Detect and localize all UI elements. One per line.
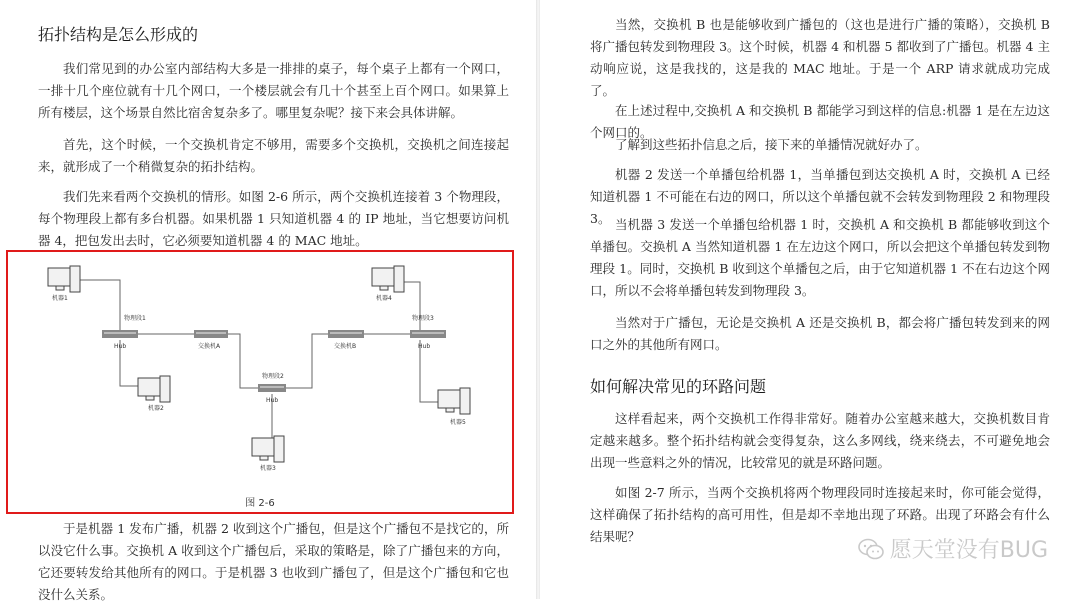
paragraph: 在上述过程中,交换机 A 和交换机 B 都能学习到这样的信息:机器 1 是在左边这个网口的。 (590, 103, 1050, 140)
figure-caption: 图 2-6 (245, 498, 275, 509)
segment3-label: 物理段3 (412, 315, 434, 322)
paragraph: 首先，这个时候，一个交换机肯定不够用，需要多个交换机，交换机之间连接起来，就形成了一个稍微复杂的拓扑结构。 (38, 137, 509, 174)
paragraph: 机器 2 发送一个单播包给机器 1，当单播包到达交换机 A 时，交换机 A 已经知道机器 1 不可能在右边的网口，所以这个单播包就不会转发到物理段 2 和物理段 3。 (590, 167, 1050, 226)
paragraph: 于是机器 1 发布广播，机器 2 收到这个广播包，但是这个广播包不是找它的，所以没它什么事。交换机 A 收到这个广播包后，采取的策略是，除了广播包来的方向，它还要转发给其他所有的网口。于是机器 3 也收到广播包了，但是这个广播包和它也没什么关系。 (38, 521, 509, 602)
paragraph: 了解到这些拓扑信息之后，接下来的单播情况就好办了。 (615, 137, 928, 152)
watermark-text: 愿天堂没有BUG (889, 538, 1048, 563)
right-page (540, 0, 1080, 599)
paragraph: 当然，交换机 B 也是能够收到广播包的（这也是进行广播的策略），交换机 B 将广播包转发到物理段 3。这个时候，机器 4 和机器 5 都收到了广播包。机器 4 主动响应说，这是我找的，这是我的 MAC 地址。于是一个 ARP 请求就成功完成了。 (590, 17, 1050, 98)
watermark (858, 533, 1048, 564)
segment1-label: 物理段1 (124, 315, 146, 322)
machine5-label: 机器5 (450, 419, 466, 426)
machine2-label: 机器2 (148, 405, 164, 412)
paragraph: 当然对于广播包，无论是交换机 A 还是交换机 B，都会将广播包转发到来的网口之外的其他所有网口。 (590, 315, 1050, 352)
paragraph: 如图 2-7 所示，当两个交换机将两个物理段同时连接起来时，你可能会觉得，这样确保了拓扑结构的高可用性，但是却不幸地出现了环路。出现了环路会有什么结果呢？ (590, 485, 1050, 544)
paragraph: 当机器 3 发送一个单播包给机器 1 时，交换机 A 和交换机 B 都能够收到这个单播包。交换机 A 当然知道机器 1 在左边这个网口，所以会把这个单播包转发到物理段 1。同时，交换机 B 收到这个单播包之后，由于它知道机器 1 不在右边这个网口，所以不会将单播包转发到物理段 3。 (590, 217, 1050, 298)
figure-2-6-highlight (6, 250, 514, 514)
hub2-label: Hub (266, 397, 279, 404)
machine3-label: 机器3 (260, 465, 276, 472)
left-page (0, 0, 537, 602)
switch-b-label: 交换机B (334, 343, 357, 350)
hub3-label: Hub (418, 343, 431, 350)
network-topology-diagram (8, 252, 512, 512)
paragraph: 这样看起来，两个交换机工作得非常好。随着办公室越来越大，交换机数目肯定越来越多。整个拓扑结构就会变得复杂，这么多网线，绕来绕去，不可避免地会出现一些意料之外的情况，比较常见的就是环路问题。 (590, 411, 1050, 470)
hub1-label: Hub (114, 343, 127, 350)
paragraph: 我们常见到的办公室内部结构大多是一排排的桌子，每个桌子上都有一个网口，一排十几个座位就有十几个网口，一个楼层就会有几十个甚至上百个网口。如果算上所有楼层，这个场景自然比宿舍复杂多了。哪里复杂呢？接下来会具体讲解。 (38, 61, 509, 120)
machine1-label: 机器1 (52, 295, 68, 302)
segment2-label: 物理段2 (262, 373, 284, 380)
section-heading-2: 如何解决常见的环路问题 (590, 377, 767, 396)
switch-a-label: 交换机A (198, 343, 221, 350)
paragraph: 我们先来看两个交换机的情形。如图 2-6 所示，两个交换机连接着 3 个物理段，每个物理段上都有多台机器。如果机器 1 只知道机器 4 的 IP 地址，当它想要访问机器 4，把包发出去时，它必须要知道机器 4 的 MAC 地址。 (38, 189, 509, 248)
section-heading: 拓扑结构是怎么形成的 (38, 25, 199, 44)
wechat-icon (858, 538, 884, 560)
machine4-label: 机器4 (376, 295, 392, 302)
